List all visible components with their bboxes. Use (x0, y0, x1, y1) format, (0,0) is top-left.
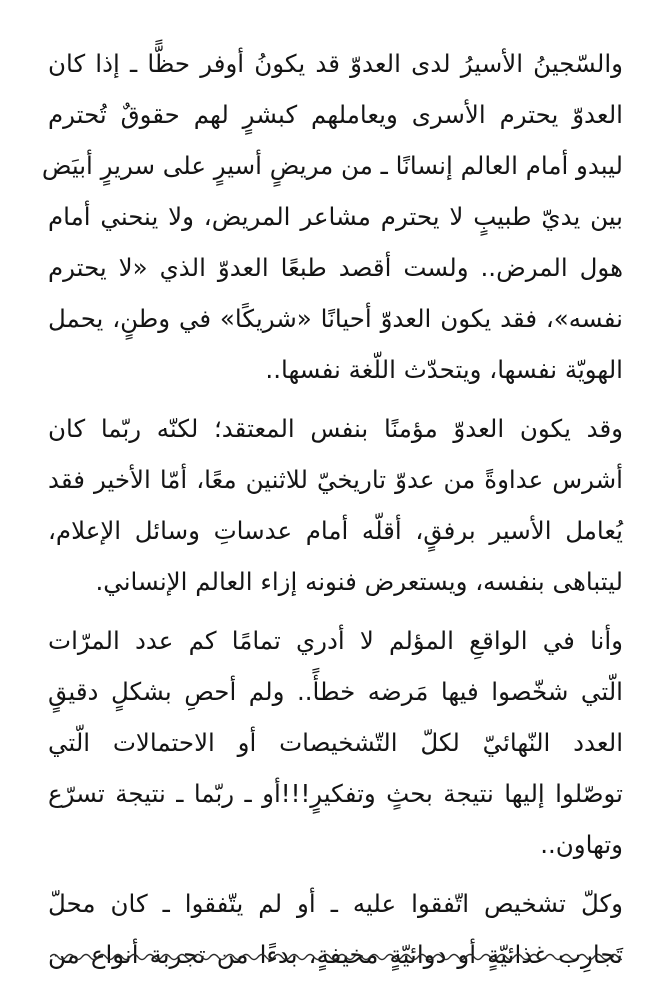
paragraph (41, 38, 623, 395)
paragraph (48, 615, 623, 870)
decorative-wave-divider (50, 948, 622, 966)
text-line: تَجارِب غذائيّةٍ أو دوائيّةٍ مخيفةٍ، بدءًا من تجربة أنواع من (48, 940, 623, 969)
text-line: هول المرض.. ولست أقصد طبعًا العدوّ الذي «لا يحترم (48, 253, 623, 282)
text-line: نفسه»، فقد يكون العدوّ أحيانًا «شريكًا» في وطنٍ، يحمل (48, 304, 623, 333)
text-line: الّتي شخّصوا فيها مَرضه خطأً.. ولم أحصِ بشكلٍ دقيقٍ (48, 677, 623, 706)
text-line: العدد النّهائيّ لكلّ التّشخيصات أو الاحتمالات الّتي (48, 728, 623, 757)
text-line: أشرس عداوةً من عدوّ تاريخيّ للاثنين معًا، أمّا الأخير فقد (48, 465, 623, 494)
paragraph-gap (48, 395, 623, 403)
text-line: العدوّ يحترم الأسرى ويعاملهم كبشرٍ لهم حقوقٌ تُحترم (48, 100, 623, 129)
paragraph (48, 403, 623, 607)
text-line: وأنا في الواقعِ المؤلم لا أدري تمامًا كم عدد المرّات (48, 626, 623, 655)
text-line: ليبدو أمام العالم إنسانًا ـ من مريضٍ أسيرٍ على سريرٍ أبيَض (41, 151, 623, 180)
text-line: ليتباهى بنفسه، ويستعرض فنونه إزاء العالم الإنساني. (95, 567, 623, 596)
text-line: يُعامل الأسير برفقٍ، أقلّه أمام عدساتِ وسائل الإعلام، (48, 516, 623, 545)
body-text (41, 38, 623, 980)
paragraph-gap (48, 607, 623, 615)
text-line: بين يديّ طبيبٍ لا يحترم مشاعر المريض، ولا ينحني أمام (48, 202, 623, 231)
paragraph-gap (48, 870, 623, 878)
text-line: والسّجينُ الأسيرُ لدى العدوّ قد يكونُ أوفر حظًّا ـ إذا كان (48, 49, 623, 78)
text-line: وتهاون.. (540, 830, 623, 859)
text-line: الهويّة نفسها، ويتحدّث اللّغة نفسها.. (265, 355, 623, 384)
text-line: وقد يكون العدوّ مؤمنًا بنفس المعتقد؛ لكنّه ربّما كان (48, 414, 623, 443)
text-line: وكلّ تشخيص اتّفقوا عليه ـ أو لم يتّفقوا ـ كان محلّ (48, 889, 623, 918)
text-line: توصّلوا إليها نتيجة بحثٍ وتفكيرٍ!!!أو ـ ربّما ـ نتيجة تسرّع (48, 779, 623, 808)
